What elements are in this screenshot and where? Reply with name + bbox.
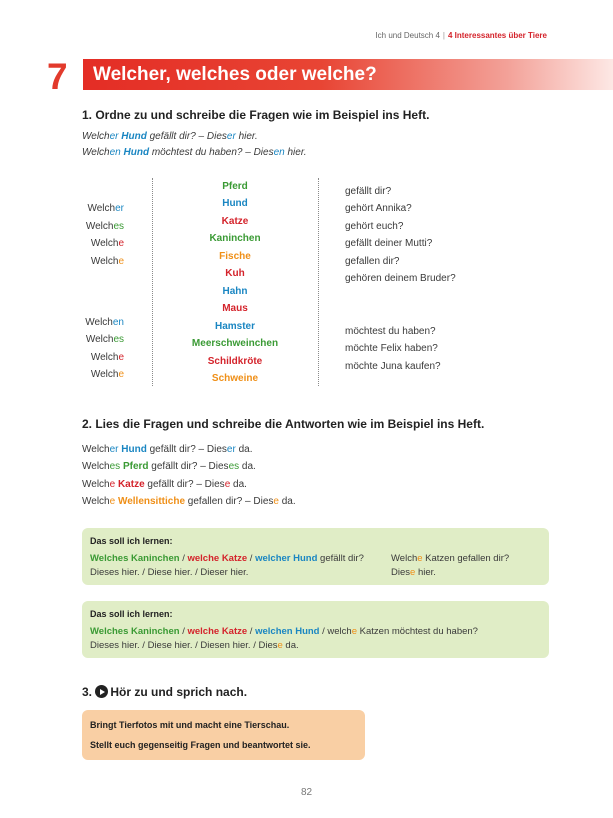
animal-word: Maus	[222, 303, 248, 314]
chapter-title: 4 Interessantes über Tiere	[447, 31, 547, 40]
animal-word: Katze	[221, 216, 249, 227]
animal-word: Schweine	[211, 373, 259, 384]
example-line-2: Welchen Hund möchtest du haben? – Diesen hier.	[82, 147, 307, 158]
learn-box-1-answer: Dieses hier. / Diese hier. / Dieser hier.	[90, 567, 249, 578]
play-audio-icon[interactable]	[95, 685, 108, 698]
animal-word: Hund	[222, 198, 248, 209]
exercise-2-heading: 2. Lies die Fragen und schreibe die Antworten wie im Beispiel ins Heft.	[82, 417, 485, 431]
animal-word: Kuh	[225, 268, 245, 279]
example-line-1: Welcher Hund gefällt dir? – Dieser hier.	[82, 131, 258, 142]
verb-phrase: gehört Annika?	[345, 203, 412, 214]
answer-line: Welches Pferd gefällt dir? – Dieses da.	[82, 461, 256, 472]
animal-word: Schildkröte	[207, 356, 263, 367]
verb-phrase: gehört euch?	[345, 221, 404, 232]
learn-box-2-answer: Dieses hier. / Diese hier. / Diesen hier. / Diese da.	[90, 640, 299, 651]
verb-phrase: gehören deinem Bruder?	[345, 273, 456, 284]
task-line-1: Bringt Tierfotos mit und macht eine Tierschau.	[90, 720, 290, 730]
lesson-number: 7	[47, 56, 68, 97]
animal-word: Fische	[219, 251, 251, 262]
animal-word: Meerschweinchen	[191, 338, 279, 349]
running-header	[375, 31, 547, 40]
animal-word: Hahn	[222, 286, 248, 297]
learn-box-1-plural-question: Welche Katzen gefallen dir?	[391, 553, 510, 564]
column-divider-left	[152, 178, 153, 386]
animal-word: Hamster	[214, 321, 256, 332]
learn-box-1-title: Das soll ich lernen:	[90, 536, 173, 546]
verb-phrase: gefällt deiner Mutti?	[345, 238, 433, 249]
answer-line: Welche Wellensittiche gefallen dir? – Diese da.	[82, 496, 296, 507]
animal-word: Kaninchen	[209, 233, 261, 244]
task-line-2: Stellt euch gegenseitig Fragen und beantwortet sie.	[90, 740, 311, 750]
answer-line: Welche Katze gefällt dir? – Diese da.	[82, 479, 247, 490]
welch-word: Welches	[85, 221, 124, 232]
verb-phrase: gefällt dir?	[345, 186, 392, 197]
learn-box-1-plural-answer: Diese hier.	[391, 567, 436, 578]
learn-box-2-title: Das soll ich lernen:	[90, 609, 173, 619]
header-separator: |	[442, 31, 445, 40]
welch-word: Welche	[90, 256, 124, 267]
verb-phrase: gefallen dir?	[345, 256, 400, 267]
page-number: 82	[300, 787, 313, 798]
welch-word: Welcher	[87, 203, 124, 214]
verb-phrase: möchte Juna kaufen?	[345, 361, 441, 372]
animal-word: Pferd	[222, 181, 248, 192]
exercise-3-heading: 3. Hör zu und sprich nach.	[82, 685, 248, 699]
welch-word: Welche	[90, 369, 124, 380]
lesson-title: Welcher, welches oder welche?	[93, 64, 377, 85]
exercise-1-heading: 1. Ordne zu und schreibe die Fragen wie im Beispiel ins Heft.	[82, 108, 430, 122]
welch-word: Welche	[90, 352, 124, 363]
verb-phrase: möchtest du haben?	[345, 326, 436, 337]
book-title: Ich und Deutsch 4	[375, 31, 440, 40]
learn-box-2-question: Welches Kaninchen / welche Katze / welchen Hund / welche Katzen möchtest du haben?	[90, 626, 478, 637]
welch-word: Welchen	[85, 317, 124, 328]
task-box	[82, 710, 365, 760]
answer-line: Welcher Hund gefällt dir? – Dieser da.	[82, 444, 253, 455]
learn-box-1-question: Welches Kaninchen / welche Katze / welcher Hund gefällt dir?	[90, 553, 364, 564]
verb-phrase: möchte Felix haben?	[345, 343, 438, 354]
welch-word: Welche	[90, 238, 124, 249]
column-divider-right	[318, 178, 319, 386]
welch-word: Welches	[85, 334, 124, 345]
